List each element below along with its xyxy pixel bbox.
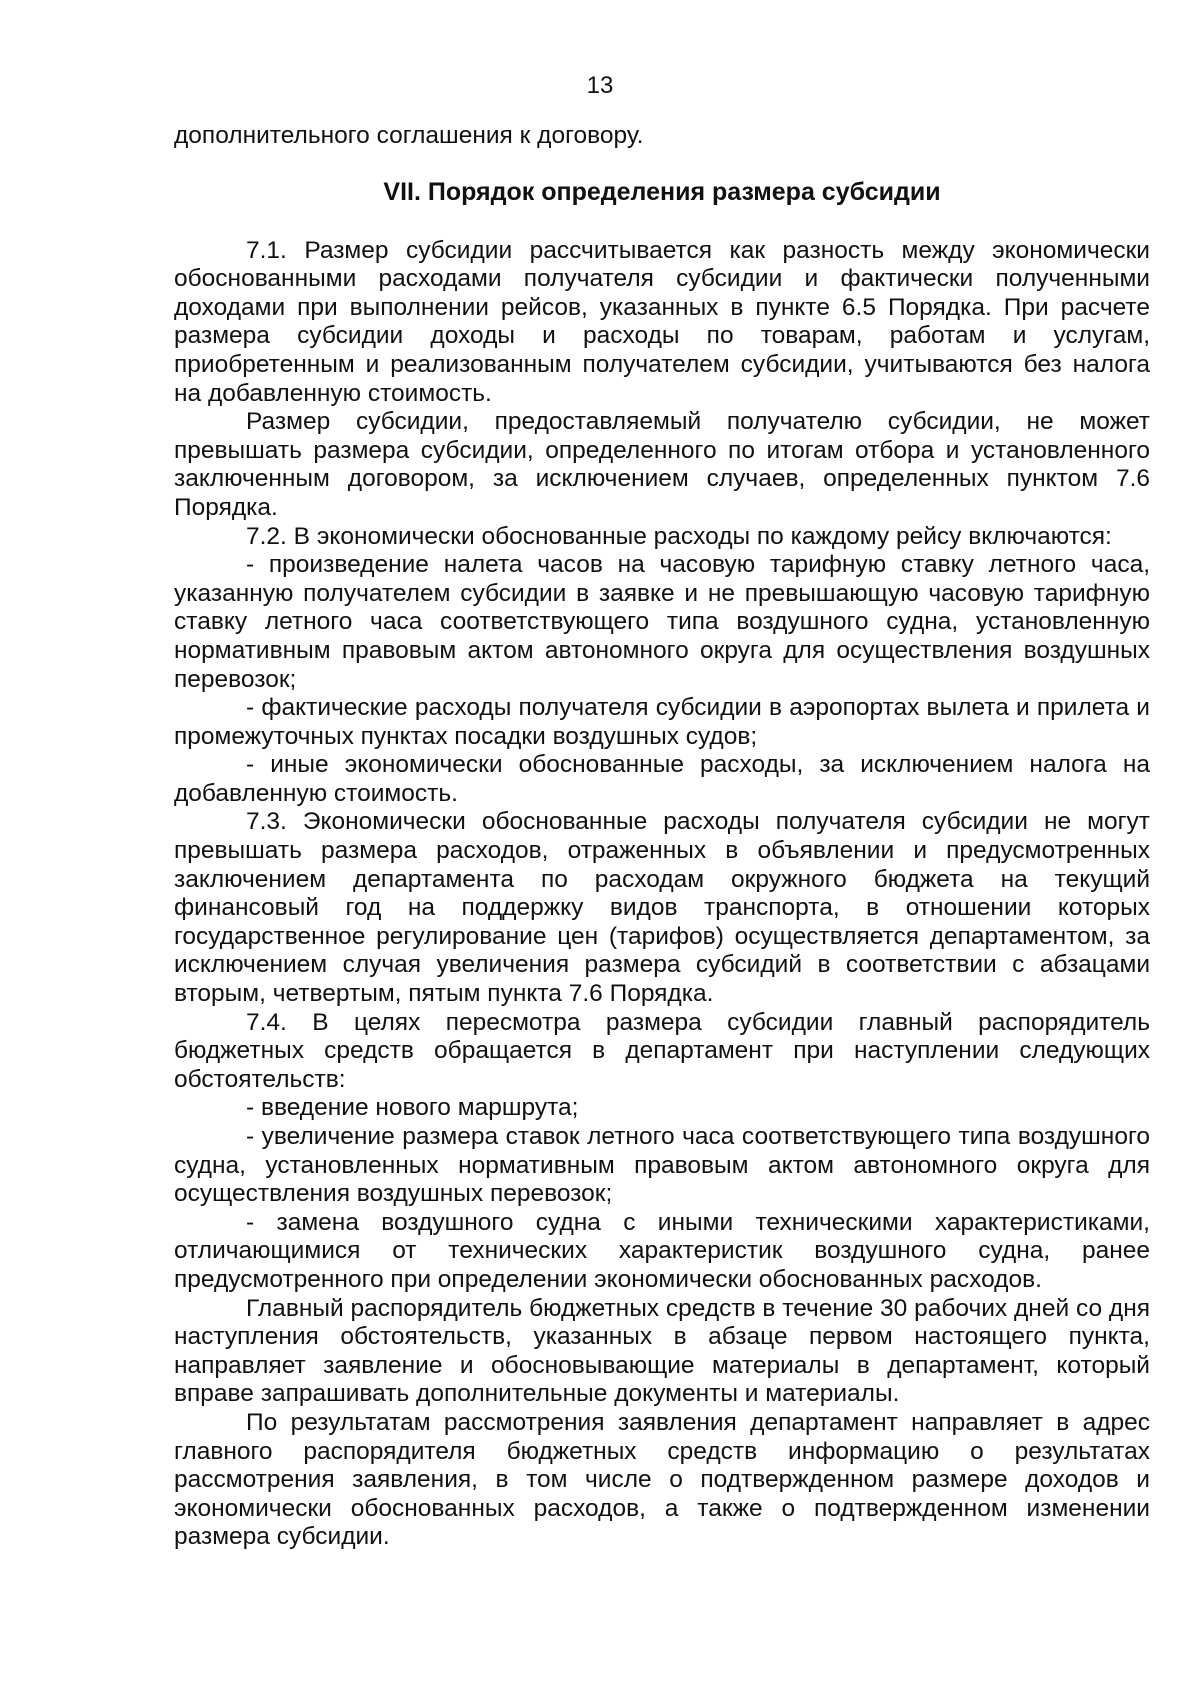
- paragraph-application-deadline: Главный распорядитель бюджетных средств в течение 30 рабочих дней со дня наступления обстоятельств, указанных в абзаце первом настоящего пункта, направляет заявление и обосновывающие материалы в департамент, который вправе запрашивать дополнительные документы и материалы.: [174, 1294, 1150, 1408]
- paragraph-subsidy-limit: Размер субсидии, предоставляемый получателю субсидии, не может превышать размера субсидии, определенного по итогам отбора и установленного заключенным договором, за исключением случаев, определенных пунктом 7.6 Порядка.: [174, 408, 1150, 521]
- list-item-other-expenses: - иные экономически обоснованные расходы, за исключением налога на добавленную стоимость.: [174, 751, 1150, 807]
- section-heading: VII. Порядок определения размера субсидии: [383, 177, 941, 206]
- paragraph-7-2: 7.2. В экономически обоснованные расходы по каждому рейсу включаются:: [246, 522, 1112, 550]
- document-body: [174, 122, 1150, 1552]
- list-item-new-route: - введение нового маршрута;: [246, 1094, 579, 1122]
- paragraph-7-1: 7.1. Размер субсидии рассчитывается как разность между экономически обоснованными расходами получателя субсидии и фактически полученными доходами при выполнении рейсов, указанных в пункте 6.5 Порядка. При расчете размера субсидии доходы и расходы по товарам, работам и услугам, приобретенным и реализованным получателем субсидии, учитываются без налога на добавленную стоимость.: [174, 236, 1150, 407]
- paragraph-7-3: 7.3. Экономически обоснованные расходы получателя субсидии не могут превышать размера расходов, отраженных в объявлении и предусмотренных заключением департамента по расходам окружного бюджета на текущий финансовый год на поддержку видов транспорта, в отношении которых государственное регулирование цен (тарифов) осуществляется департаментом, за исключением случая увеличения размера субсидий в соответствии с абзацами вторым, четвертым, пятым пункта 7.6 Порядка.: [174, 808, 1150, 1008]
- list-item-flight-hours: - произведение налета часов на часовую тарифную ставку летного часа, указанную получателем субсидии в заявке и не превышающую часовую тарифную ставку летного часа соответствующего типа воздушного судна, установленную нормативным правовым актом автономного округа для осуществления воздушных перевозок;: [174, 551, 1150, 693]
- paragraph-review-results: По результатам рассмотрения заявления департамент направляет в адрес главного распорядителя бюджетных средств информацию о результатах рассмотрения заявления, в том числе о подтвержденном размере доходов и экономически обоснованных расходов, а также о подтвержденном изменении размера субсидии.: [174, 1408, 1150, 1551]
- lead-paragraph: дополнительного соглашения к договору.: [174, 122, 644, 149]
- list-item-airport-expenses: - фактические расходы получателя субсидии в аэропортах вылета и прилета и промежуточных пунктах посадки воздушных судов;: [174, 694, 1150, 750]
- list-item-aircraft-replacement: - замена воздушного судна с иными техническими характеристиками, отличающимися от технических характеристик воздушного судна, ранее предусмотренного при определении экономически обоснованных расходов.: [174, 1208, 1150, 1293]
- list-item-rate-increase: - увеличение размера ставок летного часа соответствующего типа воздушного судна, установленных нормативным правовым актом автономного округа для осуществления воздушных перевозок;: [174, 1123, 1150, 1208]
- paragraph-7-4: 7.4. В целях пересмотра размера субсидии главный распорядитель бюджетных средств обращается в департамент при наступлении следующих обстоятельств:: [174, 1008, 1150, 1093]
- page-number: 13: [586, 72, 614, 99]
